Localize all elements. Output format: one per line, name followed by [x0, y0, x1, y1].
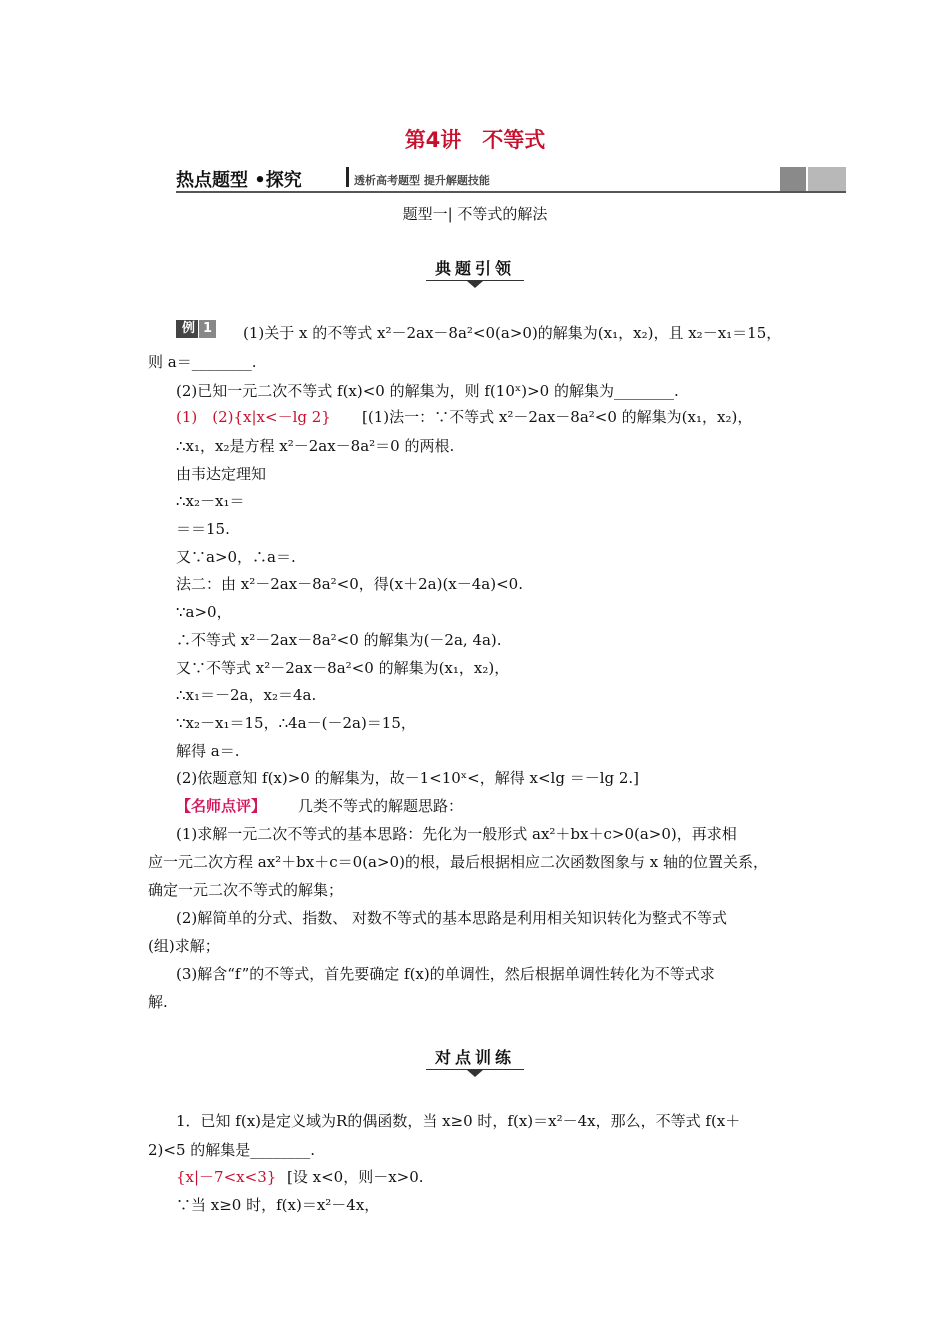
- comment-intro: 几类不等式的解题思路：: [298, 797, 464, 815]
- example-tag: 例: [176, 320, 198, 338]
- section-heading-example: 典题引领: [434, 259, 515, 278]
- solution-line: 又∵a>0，∴a＝.: [176, 548, 296, 566]
- solution-line: (2)依题意知 f(x)>0 的解集为，故－1<10ˣ<，解得 x<lg ＝－lg 2.]: [176, 769, 640, 787]
- comment-line: (组)求解；: [148, 937, 220, 955]
- comment-line: (1)求解一元二次不等式的基本思路：先化为一般形式 ax²＋bx＋c>0(a>0)，再求相: [176, 825, 737, 843]
- down-triangle-icon: [467, 1070, 483, 1077]
- banner-gray-block-dark: [780, 167, 806, 191]
- banner-divider: [346, 167, 349, 187]
- section-banner-subtitle: 透析高考题型 提升解题技能: [354, 174, 490, 187]
- example-badge: [176, 320, 216, 338]
- comment-line: 确定一元二次不等式的解集；: [148, 881, 344, 899]
- section-banner-label: 热点题型 •探究: [176, 170, 302, 191]
- comment-tag: 【名师点评】: [176, 797, 267, 815]
- exercise-line: 1．已知 f(x)是定义域为R的偶函数，当 x≥0 时，f(x)＝x²－4x，那么，不等式 f(x＋: [176, 1112, 741, 1130]
- solution-line: ∴x₂－x₁＝: [176, 492, 245, 510]
- solution-line: ∴x₁，x₂是方程 x²－2ax－8a²＝0 的两根.: [176, 437, 455, 455]
- example-line: 则 a＝________.: [148, 353, 257, 371]
- example-line: (2)已知一元二次不等式 f(x)<0 的解集为，则 f(10ˣ)>0 的解集为________.: [176, 382, 679, 400]
- exercise-answer-key: {x|－7<x<3}: [176, 1168, 277, 1186]
- solution-line: ∴不等式 x²－2ax－8a²<0 的解集为(－2a, 4a).: [176, 631, 502, 649]
- example-number: 1: [199, 320, 216, 338]
- solution-line: [(1)法一：∵不等式 x²－2ax－8a²<0 的解集为(x₁，x₂)，: [362, 408, 753, 426]
- exercise-solution-line: [设 x<0，则－x>0.: [287, 1168, 424, 1186]
- comment-line: (2)解简单的分式、指数、 对数不等式的基本思路是利用相关知识转化为整式不等式: [176, 909, 728, 927]
- solution-line: ∵a>0，: [176, 603, 232, 621]
- banner-rule: [176, 191, 846, 193]
- solution-line: 解得 a＝.: [176, 742, 240, 760]
- answer-key: (1) (2){x|x<－lg 2}: [176, 408, 331, 426]
- comment-line: (3)解含“f”的不等式，首先要确定 f(x)的单调性，然后根据单调性转化为不等式求: [176, 965, 715, 983]
- example-line: (1)关于 x 的不等式 x²－2ax－8a²<0(a>0)的解集为(x₁，x₂)，且 x₂－x₁＝15，: [243, 324, 782, 342]
- solution-line: ∴x₁＝－2a，x₂＝4a.: [176, 686, 317, 704]
- comment-line: 应一元二次方程 ax²＋bx＋c＝0(a>0)的根，最后根据相应二次函数图象与 x 轴的位置关系，: [148, 853, 768, 871]
- page-title: 第4讲 不等式: [404, 128, 546, 152]
- banner-gray-block-light: [808, 167, 846, 191]
- solution-line: 法二：由 x²－2ax－8a²<0，得(x＋2a)(x－4a)<0.: [176, 575, 523, 593]
- down-triangle-icon: [467, 281, 483, 288]
- exercise-solution-line: ∵当 x≥0 时，f(x)＝x²－4x，: [176, 1196, 380, 1214]
- solution-line: ＝＝15.: [176, 520, 230, 538]
- comment-line: 解.: [148, 993, 168, 1011]
- solution-line: 又∵不等式 x²－2ax－8a²<0 的解集为(x₁，x₂)，: [176, 659, 510, 677]
- section-heading-practice: 对点训练: [434, 1048, 515, 1067]
- exercise-line: 2)<5 的解集是________.: [148, 1141, 316, 1159]
- solution-line: 由韦达定理知: [176, 465, 267, 483]
- type-heading: 题型一| 不等式的解法: [402, 205, 548, 223]
- solution-line: ∵x₂－x₁＝15，∴4a－(－2a)＝15，: [176, 714, 416, 732]
